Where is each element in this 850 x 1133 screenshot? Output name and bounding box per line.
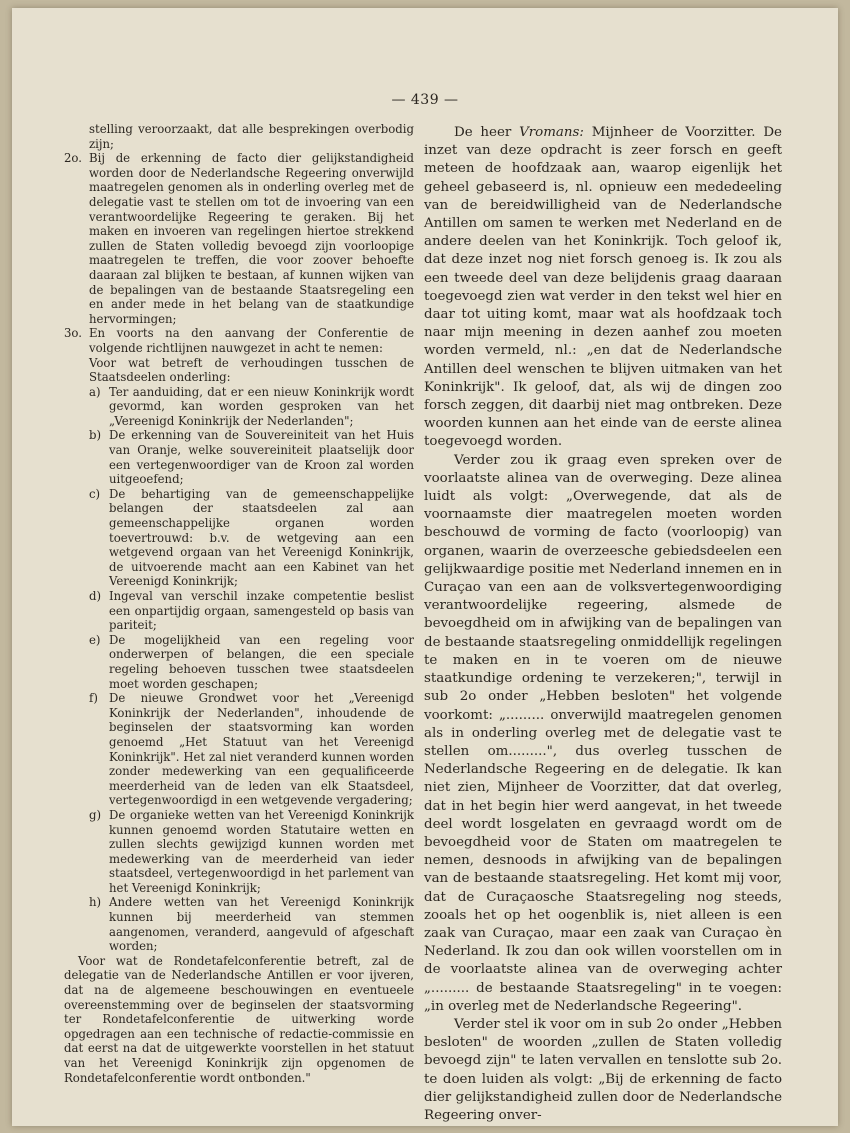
subitem-f [89,691,414,808]
speech-paragraph-3: Verder stel ik voor om in sub 2o onder „Hebben besloten" de woorden „zullen de Staten volledig bevoegd zijn" te laten vervallen en tenslotte sub 2o. te doen luiden als volgt: „Bij de erkenning de facto dier gelijkstandigheid zullen door de Nederlandsche Regeering onver- [424,1016,782,1123]
subitem-label: g) [89,807,102,822]
subitem-b [89,428,414,486]
subitem-label: d) [89,589,102,603]
subitem-text: Ter aanduiding, dat er een nieuw Koninkrijk wordt gevormd, kan worden gesproken van het „Vereenigd Koninkrijk der Nederlanden"; [109,384,414,428]
item-3o-subheading: Voor wat betreft de verhoudingen tusschen de Staatsdeelen onderling: [89,355,414,385]
subitem-text: De nieuwe Grondwet voor het „Vereenigd Koninkrijk der Nederlanden", inhoudende de beginselen der staatsvorming kan worden genoemd „Het Statuut van het Vereenigd Koninkrijk". Het zal niet veranderd kunnen worden zonder medewerking van een gequalificeerde meerderheid van de leden van elk Staatsdeel, vertegenwoordigd in een wetgevende vergadering; [109,691,414,808]
subitem-text: De mogelijkheid van een regeling voor onderwerpen of belangen, die een speciale regeling behoeven tusschen twee staatsdeelen moet worden geschapen; [109,632,414,691]
subitem-label: h) [89,895,102,910]
subitem-text: De organieke wetten van het Vereenigd Koninkrijk kunnen genoemd worden Statutaire wetten en zullen slechts gewijzigd kunnen worden met medewerking van de meerderheid van ieder staatsdeel, vertegenwoordigd in het parlement van het Vereenigd Koninkrijk; [109,807,414,895]
subitem-text: De erkenning van de Souvereiniteit van het Huis van Oranje, welke souvereiniteit plaatselijk door een vertegenwoordiger van de Kroon zal worden uitgeoefend; [109,428,414,487]
right-column [424,124,782,1125]
subitem-g [89,808,414,896]
page-number: — 439 — [391,92,459,108]
subitem-text: Ingeval van verschil inzake competentie beslist een onpartijdig orgaan, samengesteld op basis van pariteit; [109,589,414,633]
item-2o [64,151,414,326]
item-3o-label: 3o. [64,326,82,341]
subitem-text: Andere wetten van het Vereenigd Koninkrijk kunnen bij meerderheid van stemmen aangenomen, veranderd, aangevuld of afgeschaft worden; [109,895,414,954]
subitem-label: a) [89,384,101,399]
subitem-text: De behartiging van de gemeenschappelijke belangen der staatsdeelen zal aan gemeenschappelijke organen worden toevertrouwd: b.v. de wetgeving aan een wetgevend orgaan van het Vereenigd Koninkrijk, de uitvoerende macht aan een Kabinet van het Vereenigd Koninkrijk; [109,486,414,589]
item-3o-text: En voorts na den aanvang der Conferentie de volgende richtlijnen nauwgezet in acht te nemen: [89,326,414,355]
subitem-e [89,633,414,691]
item-2o-label: 2o. [64,151,82,166]
item-2o-text: Bij de erkenning de facto dier gelijkstandigheid worden door de Nederlandsche Regeering onverwijld maatregelen genomen als in onderling overleg met de delegatie vast te stellen om tot de invoering van een verantwoordelijke Regeering te geraken. Bij het maken en invoeren van regelingen hiertoe strekkend zullen de Staten volledig bevoegd zijn voorloopige maatregelen te treffen, die voor zoover behoefte daaraan zal blijken te bestaan, af kunnen wijken van de bepalingen van de bestaande Staatsregeling een en ander mede in het belang van de staatkundige hervormingen; [89,151,414,326]
subitem-label: e) [89,632,101,647]
speech-paragraph-1 [424,124,782,452]
speech-text-1: Mijnheer de Voorzitter. De inzet van deze opdracht is zeer forsch en geeft meteen de hoofdzaak aan, waarop eigenlijk het geheel gebaseerd is, nl. opnieuw een mededeeling van de bereidwilligheid van de Nederlandsche Antillen om samen te werken met Nederland en de andere deelen van het Koninkrijk. Toch geloof ik, dat deze inzet nog niet forsch genoeg is. Ik zou als een tweede deel van deze belijdenis graag daaraan toegevoegd zien wat verder in den tekst wel hier en daar tot uiting komt, maar wat als hoofdzaak toch naar mijn meening in dezen aanhef zou moeten worden vermeld, nl.: „en dat de Nederlandsche Antillen deel wenschen te blijven uitmaken van het Koninkrijk". Ik geloof, dat, als wij de dingen zoo forsch zeggen, dit daarbij niet mag ontbreken. Deze woorden kunnen aan het einde van de eerste alinea toegevoegd worden. [424,125,782,450]
document-page [12,8,838,1126]
speaker-name: Vromans: [519,125,584,140]
subitem-a [89,385,414,429]
closing-paragraph: Voor wat de Rondetafelconferentie betreft, zal de delegatie van de Nederlandsche Antillen er voor ijveren, dat na de algemeene beschouwingen en eventueele overeenstemming over de beginselen der staatsvorming ter Rondetafelconferentie de uitwerking worde opgedragen aan een technische of redactie-commissie en dat eerst na dat de uitgewerkte voorstellen in het statuut van het Vereenigd Koninkrijk zijn opgenomen de Rondetafelconferentie wordt ontbonden." [64,953,414,1085]
subitem-h [89,895,414,953]
speech-paragraph-2: Verder zou ik graag even spreken over de voorlaatste alinea van de overweging. Deze alinea luidt als volgt: „Overwegende, dat als de voornaamste dier maatregelen moeten worden beschouwd de vorming de facto (voorloopig) van organen, waarin de overzeesche gebiedsdeelen een gelijkwaardige positie met Nederland innemen en in Curaçao van een aan de volksvertegenwoordiging verantwoordelijke regeering, alsmede de bevoegdheid om in afwijking van de bepalingen van de bestaande staatsregeling onmiddellijk regelingen te maken en in te voeren om de nieuwe staatkundige ordening te verzekeren;", terwijl in sub 2o onder „Hebben besloten" het volgende voorkomt: „......... onverwijld maatregelen genomen als in onderling overleg met de delegatie vast te stellen om.........", dus overleg tusschen de Nederlandsche Regeering en de delegatie. Ik kan niet zien, Mijnheer de Voorzitter, dat dat overleg, dat in het begin hier werd aangevat, in het tweede deel wordt losgelaten en gevraagd wordt om de bevoegdheid voor de Staten om maatregelen te nemen, desnoods in afwijking van de bepalingen van de bestaande staatsregeling. Het komt mij voor, dat de Curaçaosche Staatsregeling nog steeds, zooals het op het oogenblik is, niet alleen is een zaak van Curaçao, maar een zaak van Curaçao èn Nederland. Ik zou dan ook willen voorstellen om in de voorlaatste alinea van de overweging achter „......... de bestaande Staatsregeling" in te voegen: „in overleg met de Nederlandsche Regeering". [424,452,782,1014]
subitem-label: b) [89,428,102,443]
subitem-label: c) [89,486,101,501]
subitem-c [89,487,414,589]
speaker-prefix: De heer [454,125,520,140]
subitem-d [89,589,414,633]
item-3o [64,326,414,355]
subitem-label: f) [89,691,98,706]
intro-continuation: stelling veroorzaakt, dat alle besprekingen overbodig zijn; [89,122,414,151]
left-column [64,122,414,1085]
